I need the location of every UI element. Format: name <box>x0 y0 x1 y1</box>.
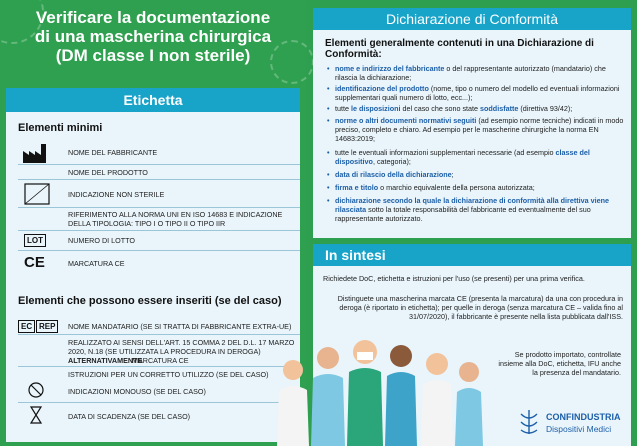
divider <box>18 402 300 403</box>
opt-item: MARCATURA CE <box>132 356 189 365</box>
opt-item: REALIZZATO AI SENSI DELL'ART. 15 COMMA 2 DEL D.L. 17 MARZO 2020, N.18 (SE UTILIZZATA LA PROCEDURA IN DEROGA) <box>68 338 295 356</box>
min-item: RIFERIMENTO ALLA NORMA UNI EN ISO 14683 E INDICAZIONE DELLA TIPOLOGIA: TIPO I O TIPO II O TIPO IIR <box>68 210 283 228</box>
dich-bullet: • nome e indirizzo del fabbricante o del rappresentante autorizzato (mandatario) che rilascia la dichiarazione; <box>335 64 625 82</box>
dichiarazione-header: Dichiarazione di Conformità <box>313 8 631 30</box>
dich-bullet: • dichiarazione secondo la quale la dichiarazione di conformità alla direttiva viene rilasciata sotto la totale responsabilità del fabbricante ed eventualmente del suo rappresentante autorizzato. <box>335 196 625 223</box>
logo-line-2: Dispositivi Medici <box>546 424 612 434</box>
divider <box>18 334 300 335</box>
single-use-icon <box>28 382 44 398</box>
opt-item: INDICAZIONI MONOUSO (SE DEL CASO) <box>68 387 206 396</box>
dich-bullet: • identificazione del prodotto (nome, tipo o numero del modello ed eventuali informazioni supplementari quali numero di lotto, ecc...); <box>335 84 625 102</box>
dichiarazione-card <box>313 30 631 238</box>
opt-item-alt: ALTERNATIVAMENTE <box>68 356 143 365</box>
hourglass-icon <box>30 406 42 424</box>
divider <box>18 366 300 367</box>
sintesi-text-3: Se prodotto importato, controllate insieme alla DoC, etichetta, IFU anche la presenza del mandatario. <box>498 350 621 377</box>
dich-bullet: • firma e titolo o marchio equivalente della persona autorizzata; <box>335 183 625 192</box>
sintesi-text-2: Distinguete una mascherina marcata CE (presenta la marcatura) da una con procedura in deroga (è riportato in etichetta); per quelle in deroga (senza marcatura CE – valida fino al 31/07/2020), il fabbricante è presente nella lista pubblicata dall'ISS. <box>337 294 623 321</box>
confindustria-logo-icon <box>516 408 542 436</box>
medical-staff-illustration <box>273 330 483 446</box>
divider <box>18 250 300 251</box>
dich-heading: Elementi generalmente contenuti in una Dichiarazione di Conformità: <box>325 38 594 60</box>
right-panel <box>313 0 637 446</box>
min-item: NOME DEL FABBRICANTE <box>68 148 158 157</box>
dich-bullet: • data di rilascio della dichiarazione; <box>335 170 625 179</box>
min-item: MARCATURA CE <box>68 259 125 268</box>
lot-icon: LOT <box>24 234 46 247</box>
ecrep-icon-rep: REP <box>36 320 58 333</box>
divider <box>18 179 300 180</box>
opt-heading: Elementi che possono essere inseriti (se del caso) <box>18 295 282 307</box>
ecrep-icon-ec: EC <box>18 320 35 333</box>
nonsterile-icon <box>24 183 50 205</box>
min-item: NUMERO DI LOTTO <box>68 236 135 245</box>
dich-bullet: • norme o altri documenti normativi seguiti (ad esempio norme tecniche) indicati in modo preciso, completo e chiaro. Ad esempio per le mascherine chirurgiche la norma EN 14683:2019; <box>335 116 625 143</box>
divider <box>18 207 300 208</box>
opt-item: ISTRUZIONI PER UN CORRETTO UTILIZZO (SE DEL CASO) <box>68 370 269 379</box>
title-line-3: (DM classe I non sterile) <box>55 46 251 65</box>
sintesi-header: In sintesi <box>313 244 631 266</box>
logo-line-1: CONFINDUSTRIA <box>546 412 621 422</box>
sintesi-text-1: Richiedete DoC, etichetta e istruzioni per l'uso (se presenti) per una prima verifica. <box>323 274 585 283</box>
divider <box>18 164 300 165</box>
min-item: NOME DEL PRODOTTO <box>68 168 148 177</box>
dich-bullet: • tutte le disposizioni del caso che sono state soddisfatte (direttiva 93/42); <box>335 104 625 113</box>
min-item: INDICAZIONE NON STERILE <box>68 190 165 199</box>
divider <box>18 230 300 231</box>
etichetta-card <box>6 112 300 442</box>
confindustria-logo <box>516 404 634 440</box>
min-heading: Elementi minimi <box>18 122 103 134</box>
title-line-2: di una mascherina chirurgica <box>34 27 272 46</box>
factory-icon <box>22 142 48 164</box>
left-panel <box>0 0 306 446</box>
opt-item: NOME MANDATARIO (SE SI TRATTA DI FABBRICANTE EXTRA-UE) <box>68 322 292 331</box>
title-line-1: Verificare la documentazione <box>35 8 271 27</box>
dich-bullet: • tutte le eventuali informazioni supplementari necessarie (ad esempio classe del dispositivo, categoria); <box>335 148 625 166</box>
page-title <box>0 8 306 65</box>
opt-item: DATA DI SCADENZA (SE DEL CASO) <box>68 412 191 421</box>
ce-icon: CE <box>24 254 45 271</box>
etichetta-header: Etichetta <box>6 88 300 112</box>
